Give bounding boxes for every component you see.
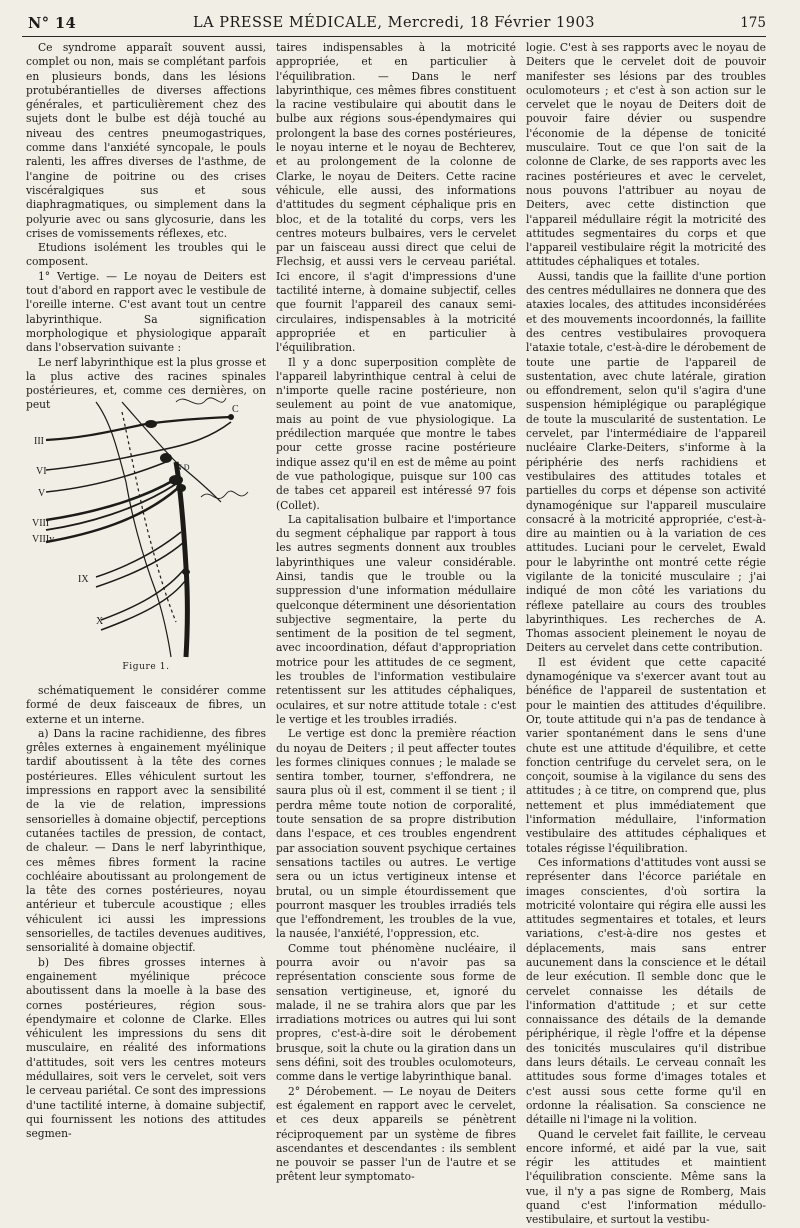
paragraph: 2° Dérobement. — Le noyau de Deiters est également en rapport avec le cervelet, et ces deux appareils se pénètrent réciproquement par un système de fibres ascendantes et descendantes : ils semblent ne pouvoir se passer l'un de l'autre et se prêtent leur symptomato- bbox=[276, 1084, 516, 1184]
column-1-continued bbox=[26, 684, 266, 1142]
paragraph: Il est évident que cette capacité dynamogénique va s'exercer avant tout au bénéfice de l'appareil de sustentation et pour le maintien des attitudes d'équilibre. Or, toute attitude qui n'a pas de tendance à varier spontanément dans le sens d'une chute est une attitude d'équilibre, et cette fonction centrifuge du cervelet sera, on le conçoit, soumise à la vigilance du sens des attitudes ; à ce titre, on comprend que, plus nettement et plus immédiatement que l'information médullaire, l'information vestibulaire des attitudes céphaliques et totales régisse l'équilibration. bbox=[526, 655, 766, 855]
paragraph: logie. C'est à ses rapports avec le noyau de Deiters que le cervelet doit de pouvoir manifester ses lésions par des troubles oculomoteurs ; et c'est à son action sur le cervelet que le noyau de Deiters doit de pouvoir faire dévier ou suspendre l'économie de la dépense de tonicité musculaire. Tout ce que l'on sait de la colonne de Clarke, de ses rapports avec les racines postérieures et avec le cervelet, nous pouvons l'attribuer au noyau de Deiters, avec cette distinction que l'appareil médullaire régit la motricité des attitudes segmentaires du corps et que l'appareil vestibulaire régit la motricité des attitudes céphaliques et totales. bbox=[526, 41, 766, 269]
paragraph: La capitalisation bulbaire et l'importance du segment céphalique par rapport à tous les autres segments donnent aux troubles labyrinthiques une valeur considérable. Ainsi, tandis que le trouble ou la suppression d'une information médullaire quelconque déterminent une désorientation subjective segmentaire, la perte du sentiment de la position de tel segment, avec incoordination, défaut d'appropriation motrice pour les attitudes de ce segment, les troubles de l'information vestibulaire retentissent sur les attitudes céphaliques, oculaires, et sur notre attitude totale : c'est le vertige et les troubles irradiés. bbox=[276, 512, 516, 726]
journal-title: LA PRESSE MÉDICALE, Mercredi, 18 Février 1903 bbox=[193, 15, 595, 31]
paragraph: Il y a donc superposition complète de l'appareil labyrinthique central à celui de n'importe quelle racine postérieure, non seulement au point de vue anatomique, mais au point de vue physiologique. La prédilection marquée que montre le tabes pour cette grosse racine postérieure indique assez qu'il en est de même au point de vue pathologique, puisque sur 100 cas de tabes cet appareil est intéressé 97 fois (Collet). bbox=[276, 355, 516, 512]
brainstem-diagram bbox=[26, 392, 266, 662]
paragraph: Quand le cervelet fait faillite, le cerveau encore informé, et aidé par la vue, sait régir les attitudes et maintient l'équilibration consciente. Même sans la vue, il n'y a pas signe de Romberg, Mais quand c'est l'information médullo-vestibulaire, et surtout la vestibu- bbox=[526, 1127, 766, 1227]
paragraph: Ce syndrome apparaît souvent aussi, complet ou non, mais se complétant parfois en plusieurs bonds, dans les lésions protubérantielles de diverses affections générales, et particulièrement chez des sujets dont le bulbe est déjà touché au niveau des centres pneumogastriques, comme dans l'anxiété syncopale, le pouls ralenti, les affres diverses de l'asthme, de l'angine de poitrine ou des crises viscéralgiques sus et sous diaphragmatiques, ou simplement dans la polyurie avec ou sans glycosurie, dans les crises de vomissements réflexes, etc. bbox=[26, 41, 266, 240]
label-vi: VI bbox=[36, 466, 47, 477]
paragraph: a) Dans la racine rachidienne, des fibres grêles externes à engainement myélinique tardif aboutissent à la tête des cornes postérieures. Elles véhiculent surtout les impressions en rapport avec la sensibilité de la vie de relation, impressions sensorielles à domaine objectif, perceptions cutanées tactiles de pression, de contact, de chaleur. — Dans le nerf labyrinthique, ces mêmes fibres forment la racine cochléaire aboutissant au prolongement de la tête des cornes postérieures, noyau antérieur et tubercule acoustique ; elles véhiculent ici aussi les impressions sensorielles, de tactiles devenues auditives, sensorialité à domaine objectif. bbox=[26, 726, 266, 955]
anatomical-figure bbox=[26, 392, 266, 672]
label-nd: N D bbox=[176, 463, 190, 472]
paragraph: Comme tout phénomène nucléaire, il pourra avoir ou n'avoir pas sa représentation consciente sous forme de sensation vertigineuse, et, ignoré du malade, il ne se trahira alors que par les irradiations motrices ou autres qui lui sont propres, c'est-à-dire soit le dérobement brusque, soit la chute ou la giration dans un sens défini, soit des troubles oculomoteurs, comme dans le vertige labyrinthique banal. bbox=[276, 941, 516, 1084]
figure-caption: Figure 1. bbox=[122, 662, 170, 672]
column-3 bbox=[526, 41, 766, 1228]
label-c: C bbox=[232, 404, 239, 415]
label-v: V bbox=[38, 488, 46, 499]
paragraph: b) Des fibres grosses internes à engainement myélinique précoce aboutissent dans la moelle à la base des cornes postérieures, région sous-épendymaire et colonne de Clarke. Elles véhiculent les impressions du sens dit musculaire, en réalité des informations d'attitudes, soit vers les centres moteurs médullaires, soit vers le cervelet, soit vers le cerveau pariétal. Ce sont des impressions d'une tactilité interne, à domaine subjectif, qui fournissent les notions des attitudes segmen- bbox=[26, 955, 266, 1141]
label-iii: III bbox=[34, 436, 44, 447]
page-number: 175 bbox=[740, 15, 766, 31]
column-1 bbox=[26, 41, 266, 413]
label-viii: VIII bbox=[32, 518, 50, 529]
column-2 bbox=[276, 41, 516, 1185]
label-x: X bbox=[96, 616, 104, 627]
issue-number: N° 14 bbox=[28, 15, 77, 32]
paragraph: schématiquement le considérer comme formé de deux faisceaux de fibres, un externe et un interne. bbox=[26, 684, 266, 726]
paragraph: Le nerf labyrinthique est la plus grosse et la plus active des racines spinales postérieures, et, comme ces dernières, on peut bbox=[26, 355, 266, 412]
page-header bbox=[22, 12, 766, 37]
paragraph: Ces informations d'attitudes vont aussi se représenter dans l'écorce pariétale en images conscientes, d'où sortira la motricité volontaire qui régira elle aussi les attitudes segmentaires et totales, et leurs variations, c'est-à-dire nos gestes et déplacements, mais sans entrer aucunement dans la conscience et le détail de leur exécution. Il semble donc que le cervelet connaisse les détails de l'information d'attitude ; et sur cette connaissance des détails de la demande périphérique, il règle l'offre et la dépense des tonicités musculaires qu'il distribue dans leurs détails. Le cerveau connaît les attitudes sous forme d'images totales et c'est aussi sous cette forme qu'il en ordonne la réalisation. Sa conscience ne détaille ni l'image ni la volition. bbox=[526, 855, 766, 1127]
paragraph: 1° Vertige. — Le noyau de Deiters est tout d'abord en rapport avec le vestibule de l'oreille interne. C'est avant tout un centre labyrinthique. Sa signification morphologique et physiologique apparaît dans l'observation suivante : bbox=[26, 269, 266, 355]
label-viii-v: VIIIv bbox=[32, 534, 55, 545]
paragraph: taires indispensables à la motricité appropriée, et en particulier à l'équilibration. — Dans le nerf labyrinthique, ces mêmes fibres constituent la racine vestibulaire qui aboutit dans le bulbe aux régions sous-épendymaires qui prolongent la base des cornes postérieures, le noyau interne et le noyau de Bechterev, et au prolongement de la colonne de Clarke, le noyau de Deiters. Cette racine véhicule, elle aussi, des informations d'attitudes du segment céphalique pris en bloc, et de la totalité du corps, vers les centres moteurs bulbaires, vers le cervelet par un faisceau aussi direct que celui de Flechsig, et aussi vers le cerveau pariétal. Ici encore, il s'agit d'impressions d'une tactilité interne, à domaine subjectif, celles que fournit l'appareil des canaux semi-circulaires, indispensables à la motricité appropriée et en particulier à l'équilibration. bbox=[276, 41, 516, 355]
label-ix: IX bbox=[78, 574, 89, 585]
paragraph: Etudions isolément les troubles qui le composent. bbox=[26, 241, 266, 269]
paragraph: Le vertige est donc la première réaction du noyau de Deiters ; il peut affecter toutes les formes cliniques connues ; le malade se sentira tomber, tourner, s'effondrera, ne saura plus où il est, comment il se tient ; il perdra même toute notion de corporalité, toute sensation de sa propre distribution dans l'espace, et ces troubles engendrent par association souvent psychique certaines sensations tactiles ou autres. Le vertige sera ou un ictus vertigineux intense et brutal, ou un simple étourdissement que pourront masquer les troubles irradiés tels que l'effondrement, les troubles de la vue, la nausée, l'anxiété, l'oppression, etc. bbox=[276, 727, 516, 941]
paragraph: Aussi, tandis que la faillite d'une portion des centres médullaires ne donnera que des ataxies locales, des attitudes inconsidérées et des mouvements incoordonnés, la faillite des centres vestibulaires provoquera l'ataxie totale, c'est-à-dire le dérobement de toute une partie de l'appareil de sustentation, avec chute latérale, giration ou effondrement, selon qu'il s'agira d'une suspension hémiplégique ou paraplégique de toute la muscularité de sustentation. Le cervelet, par l'intermédiaire de l'appareil nucléaire Clarke-Deiters, s'informe à la périphérie des nerfs rachidiens et vestibulaires des attitudes totales et partielles du corps et dépense son activité dynamogénique sur l'appareil musculaire consacré à la motricité appropriée, c'est-à-dire au maintien ou à la variation de ces attitudes. Luciani pour le cervelet, Ewald pour le labyrinthe ont montré cette régie vigilante de la tonicité musculaire ; j'ai indiqué de mon côté les variations du réflexe patellaire au cours des troubles labyrinthiques. Les recherches de A. Thomas associent pleinement le noyau de Deiters au cervelet dans cette contribution. bbox=[526, 269, 766, 655]
